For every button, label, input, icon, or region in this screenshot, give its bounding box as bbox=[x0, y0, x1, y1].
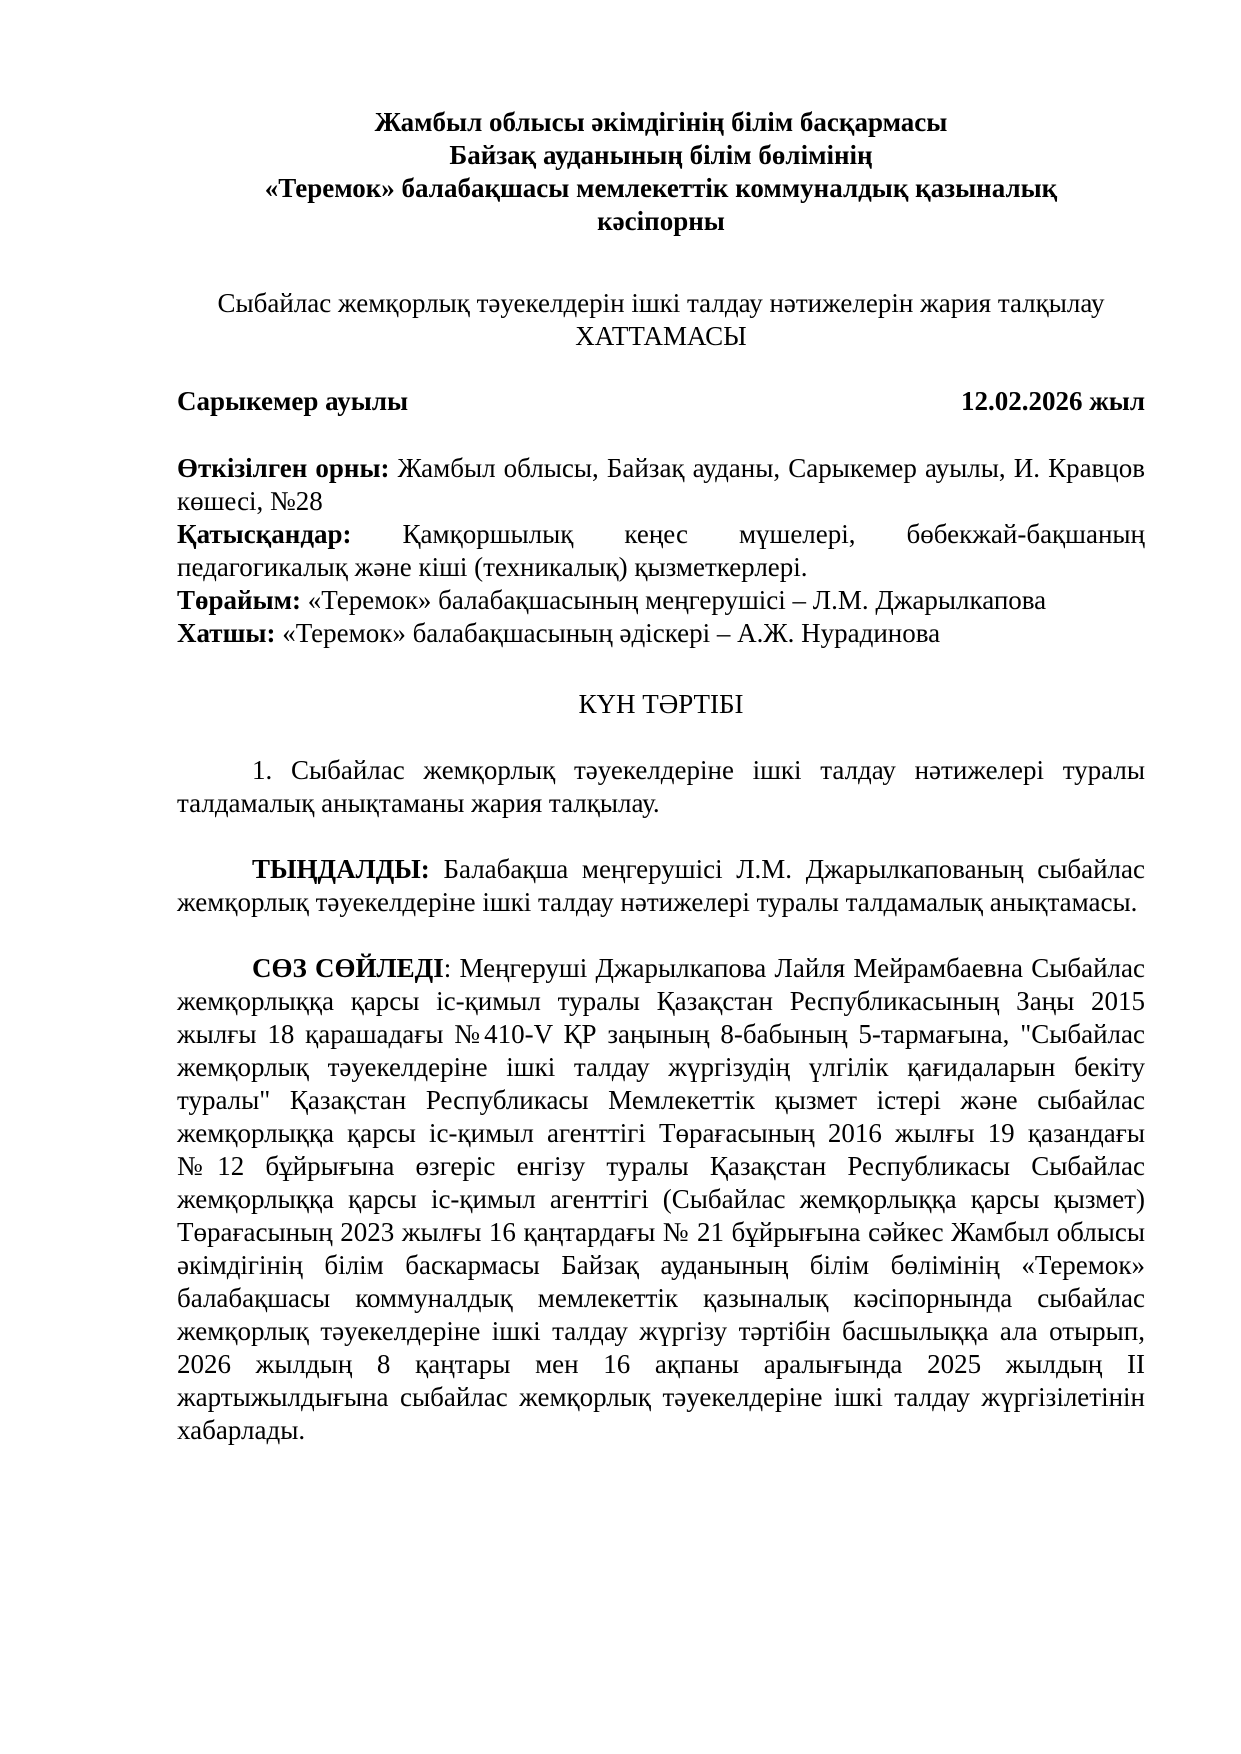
header-line-2: Байзақ ауданының білім бөлімінің bbox=[449, 140, 873, 170]
chair-value: «Теремок» балабақшасының меңгерушісі – Л.М. Джарылкапова bbox=[301, 585, 1047, 615]
participants-label: Қатысқандар: bbox=[177, 519, 352, 549]
speech-label: СӨЗ СӨЙЛЕДІ bbox=[252, 953, 444, 983]
header-line-3: «Теремок» балабақшасы мемлекеттік коммуналдық қазыналық кәсіпорны bbox=[264, 173, 1058, 236]
title-main: ХАТТАМАСЫ bbox=[575, 321, 747, 351]
venue-label: Өткізілген орны: bbox=[177, 453, 390, 483]
place-date-row bbox=[177, 385, 1145, 418]
heard-label: ТЫҢДАЛДЫ: bbox=[252, 854, 430, 884]
secretary-label: Хатшы: bbox=[177, 618, 276, 648]
secretary-value: «Теремок» балабақшасының әдіскері – А.Ж. Нурадинова bbox=[275, 618, 941, 648]
document-title bbox=[177, 287, 1145, 353]
participants-value: Қамқоршылық кеңес мүшелері, бөбекжай-бақшаның педагогикалық және кіші (техникалық) қызметкерлері. bbox=[177, 519, 1145, 582]
heard-section bbox=[177, 853, 1145, 919]
secretary-line bbox=[177, 617, 1145, 650]
chair-label: Төрайым: bbox=[177, 585, 302, 615]
place-text: Сарыкемер ауылы bbox=[177, 386, 409, 416]
chair-line bbox=[177, 584, 1145, 617]
meeting-details bbox=[177, 452, 1145, 650]
venue-value: Жамбыл облысы, Байзақ ауданы, Сарыкемер ауылы, И. Кравцов көшесі, №28 bbox=[177, 453, 1146, 516]
heard-text: Балабақша меңгерушісі Л.М. Джарылкапованың сыбайлас жемқорлық тәуекелдеріне ішкі талдау нәтижелері туралы талдамалық анықтамасы. bbox=[177, 854, 1145, 917]
title-subtitle: Сыбайлас жемқорлық тәуекелдерін ішкі талдау нәтижелерін жария талқылау bbox=[217, 288, 1105, 318]
participants-line bbox=[177, 518, 1145, 584]
venue-line bbox=[177, 452, 1145, 518]
speech-section bbox=[177, 952, 1145, 1447]
header-line-1: Жамбыл облысы әкімдігінің білім басқармасы bbox=[374, 107, 948, 137]
agenda-item-1: 1. Сыбайлас жемқорлық тәуекелдеріне ішкі талдау нәтижелері туралы талдамалық анықтаманы жария талқылау. bbox=[177, 755, 1145, 818]
speech-text: : Меңгеруші Джарылкапова Лайля Мейрамбаевна Сыбайлас жемқорлыққа қарсы іс-қимыл туралы Қазақстан Республикасының Заңы 2015 жылғы 18 қарашадағы №410-V ҚР заңының 8-бабының 5-тармағына, "Сыбайлас жемқорлық тәуекелдеріне ішкі талдау жүргізудің үлгілік қағидаларын бекіту туралы" Қазақстан Республикасы Мемлекеттік қызмет істері және сыбайлас жемқорлыққа қарсы іс-қимыл агенттігі Төрағасының 2016 жылғы 19 қазандағы №12 бұйрығына өзгеріс енгізу туралы Қазақстан Республикасы Сыбайлас жемқорлыққа қарсы іс-қимыл агенттігі (Сыбайлас жемқорлыққа қарсы қызмет) Төрағасының 2023 жылғы 16 қаңтардағы № 21 бұйрығына сәйкес Жамбыл облысы әкімдігінің білім баскармасы Байзақ ауданының білім бөлімінің «Теремок» балабақшасы коммуналдық мемлекеттік қазыналық кәсіпорнында сыбайлас жемқорлық тәуекелдеріне ішкі талдау жүргізу тәртібін басшылыққа ала отырып, 2026 жылдың 8 қаңтары мен 16 ақпаны аралығында 2025 жылдың ІІ жартыжылдығына сыбайлас жемқорлық тәуекелдеріне ішкі талдау жүргізілетінін хабарлады. bbox=[177, 953, 1145, 1445]
agenda-heading: КҮН ТӘРТІБІ bbox=[578, 689, 744, 719]
organization-header bbox=[177, 106, 1145, 238]
date-text: 12.02.2026 жыл bbox=[960, 386, 1145, 416]
